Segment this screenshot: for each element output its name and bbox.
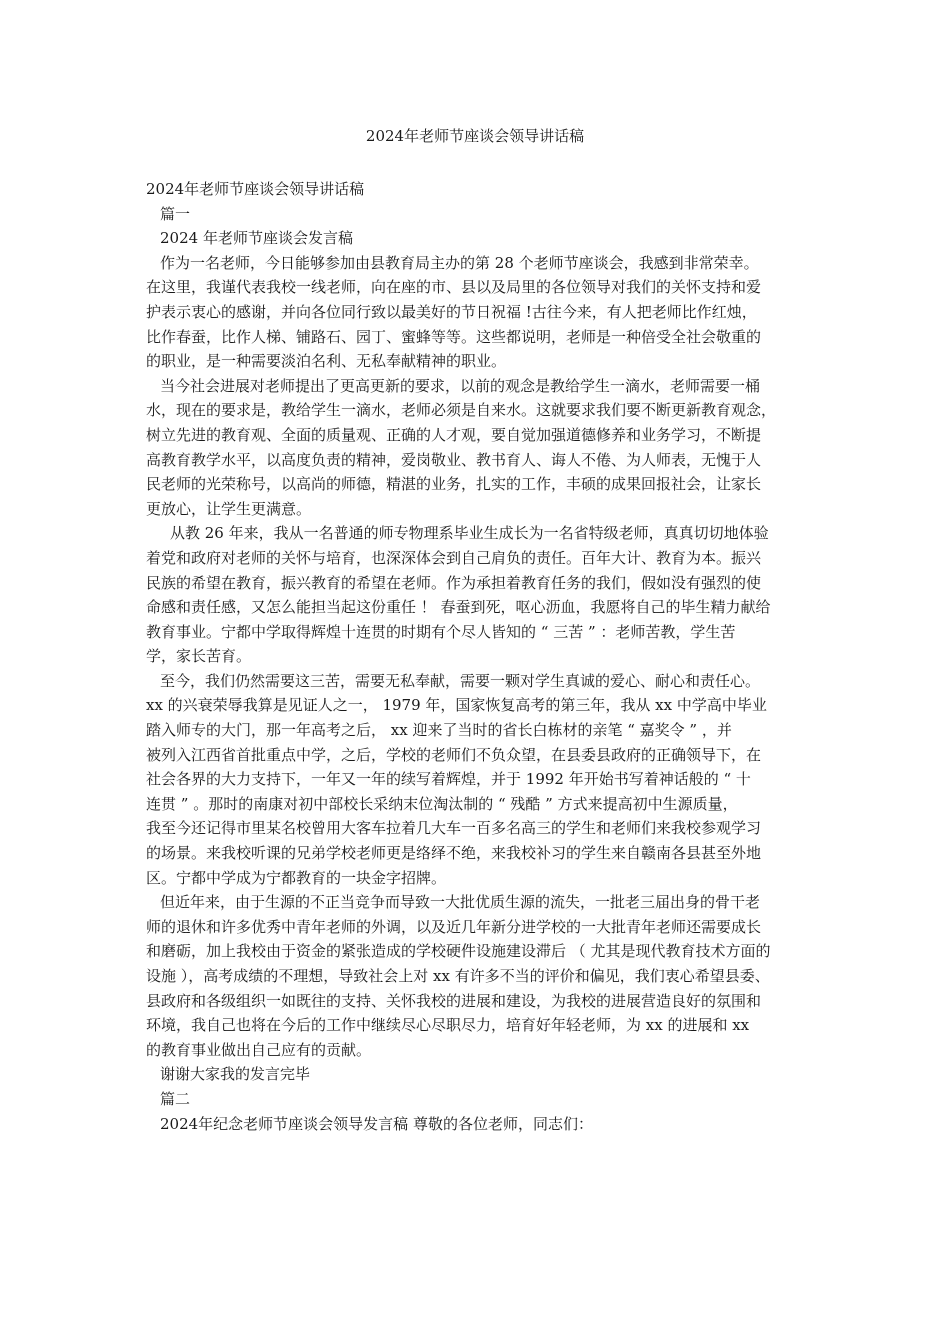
text-line: 当今社会进展对老师提出了更高更新的要求，以前的观念是教给学生一滴水，老师需要一桶 — [160, 376, 761, 395]
text-line: 我至今还记得市里某名校曾用大客车拉着几大车一百多名高三的学生和老师们来我校参观学习 — [146, 819, 762, 838]
text-line: 高教育教学水平，以高度负责的精神，爱岗敬业、教书育人、诲人不倦、为人师表，无愧于人 — [146, 450, 762, 469]
text-line: xx 的兴衰荣辱我算是见证人之一， 1979 年，国家恢复高考的第三年，我从 xx 中学高中毕业 — [146, 696, 767, 715]
text-line: 水，现在的要求是，教给学生一滴水，老师必须是自来水。这就要求我们要不断更新教育观念， — [146, 401, 777, 420]
text-line: 树立先进的教育观、全面的质量观、正确的人才观，要自觉加强道德修养和业务学习，不断提 — [146, 425, 762, 444]
text-line: 的场景。来我校听课的兄弟学校老师更是络绎不绝，来我校补习的学生来自赣南各县甚至外地 — [146, 844, 762, 863]
text-line: 篇一 — [160, 204, 191, 223]
text-line: 着党和政府对老师的关怀与培育，也深深体会到自己肩负的责任。百年大计、教育为本。振兴 — [146, 548, 762, 567]
text-line: 环境，我自己也将在今后的工作中继续尽心尽职尽力，培育好年轻老师，为 xx 的进展和 xx — [146, 1016, 750, 1035]
text-line: 民老师的光荣称号，以高尚的师德，精湛的业务，扎实的工作，丰硕的成果回报社会，让家长 — [146, 475, 762, 494]
text-line: 从教 26 年来，我从一名普通的师专物理系毕业生成长为一名省特级老师，真真切切地体验 — [170, 524, 769, 543]
text-line: 踏入师专的大门，那一年高考之后， xx 迎来了当时的省长白栋材的亲笔 “ 嘉奖令 ” ，并 — [146, 721, 732, 740]
text-line: 县政府和各级组织一如既往的支持、关怀我校的进展和建设，为我校的进展营造良好的氛围和 — [146, 991, 762, 1010]
text-line: 区。宁都中学成为宁都教育的一块金字招牌。 — [146, 868, 447, 887]
text-line: 在这里，我谨代表我校一线老师，向在座的市、县以及局里的各位领导对我们的关怀支持和爱 — [146, 278, 762, 297]
text-line: 连贯 ” 。那时的南康对初中部校长采纳末位淘汰制的 “ 残酷 ” 方式来提高初中生源质量， — [146, 794, 738, 813]
text-line: 的职业，是一种需要淡泊名利、无私奉献精神的职业。 — [146, 352, 507, 371]
text-line: 比作春蚕，比作人梯、铺路石、园丁、蜜蜂等等。这些都说明，老师是一种倍受全社会敬重的 — [146, 327, 762, 346]
text-line: 作为一名老师，今日能够参加由县教育局主办的第 28 个老师节座谈会，我感到非常荣幸。 — [160, 253, 759, 272]
document-body — [146, 177, 816, 1136]
text-line: 师的退休和许多优秀中青年老师的外调，以及近几年新分进学校的一大批青年老师还需要成长 — [146, 917, 762, 936]
text-line: 至今，我们仍然需要这三苦，需要无私奉献，需要一颗对学生真诚的爱心、耐心和责任心。 — [160, 671, 761, 690]
text-line: 的教育事业做出自己应有的贡献。 — [146, 1040, 372, 1059]
text-line: 2024年老师节座谈会领导讲话稿 — [146, 180, 365, 198]
text-line: 被列入江西省首批重点中学，之后，学校的老师们不负众望，在县委县政府的正确领导下，在 — [146, 745, 762, 764]
text-line: 2024年纪念老师节座谈会领导发言稿 尊敬的各位老师，同志们： — [160, 1114, 593, 1133]
text-line: 护表示衷心的感谢，并向各位同行致以最美好的节日祝福 !古往今来，有人把老师比作红烛， — [146, 302, 757, 321]
text-line: 和磨砺，加上我校由于资金的紧张造成的学校硬件设施建设滞后 （ 尤其是现代教育技术方面的 — [146, 942, 771, 961]
text-line: 谢谢大家我的发言完毕 — [160, 1065, 311, 1084]
text-line: 民族的希望在教育，振兴教育的希望在老师。作为承担着教育任务的我们，假如没有强烈的使 — [146, 573, 762, 592]
document-title: 2024年老师节座谈会领导讲话稿 — [365, 127, 585, 145]
text-line: 学，家长苦育。 — [146, 647, 252, 666]
text-line: 教育事业。宁都中学取得辉煌十连贯的时期有个尽人皆知的 “ 三苦 ” ：老师苦教，学生苦 — [146, 622, 736, 641]
text-line: 更放心，让学生更满意。 — [146, 499, 312, 518]
text-line: 2024 年老师节座谈会发言稿 — [160, 229, 353, 248]
text-line: 社会各界的大力支持下，一年又一年的续写着辉煌，并于 1992 年开始书写着神话般的 “ 十 — [146, 770, 751, 789]
text-line: 篇二 — [160, 1089, 191, 1108]
text-line: 命感和责任感，又怎么能担当起这份重任 ！ 春蚕到死，呕心沥血，我愿将自己的毕生精力献给 — [146, 598, 771, 617]
text-line: 设施 ），高考成绩的不理想，导致社会上对 xx 有许多不当的评价和偏见，我们衷心希望县委、 — [146, 967, 770, 985]
text-line: 但近年来，由于生源的不正当竞争而导致一大批优质生源的流失，一批老三届出身的骨干老 — [160, 893, 761, 912]
